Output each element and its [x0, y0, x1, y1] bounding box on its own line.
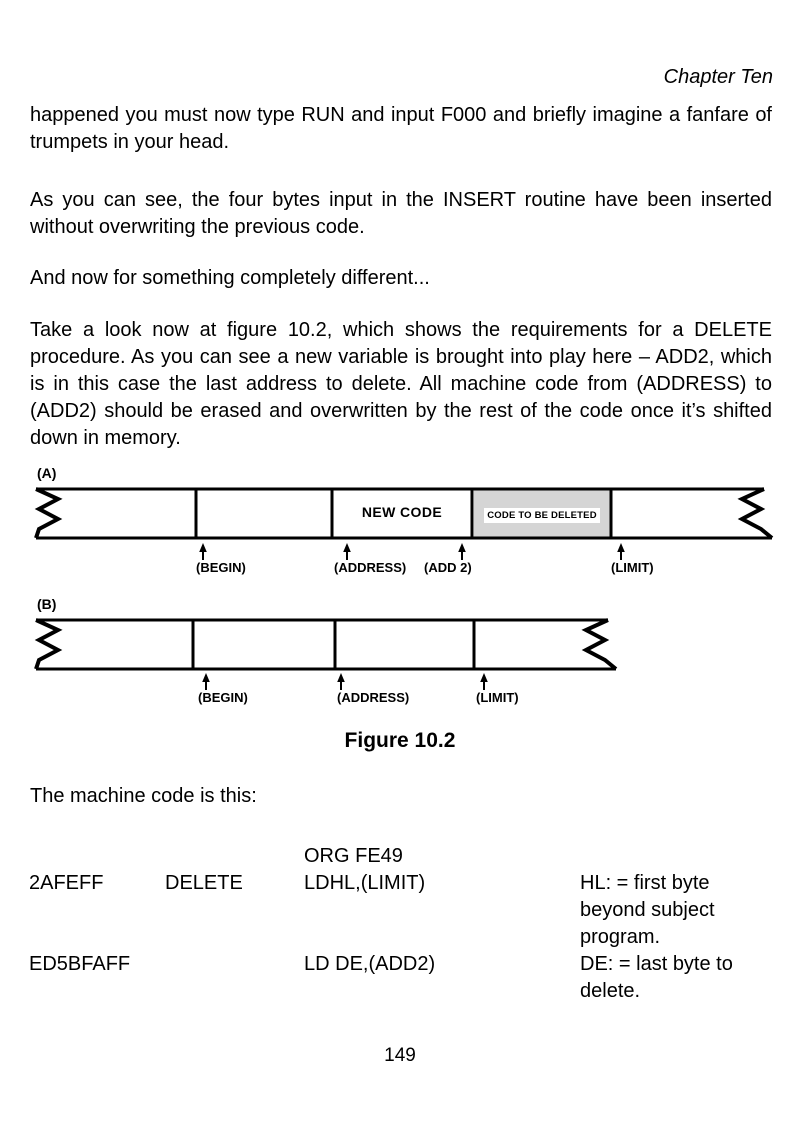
up-arrow-icon [478, 673, 490, 690]
left-zigzag-edge [36, 489, 58, 538]
diagram-b-label: (B) [37, 596, 57, 612]
up-arrow-icon [335, 673, 347, 690]
code-instruction: ORG FE49 [304, 845, 403, 867]
pointer-label-address: (ADDRESS) [337, 690, 410, 705]
machine-code-intro: The machine code is this: [30, 785, 257, 807]
up-arrow-icon [341, 543, 353, 560]
pointer-label-address: (ADDRESS) [334, 560, 407, 575]
up-arrow-icon [615, 543, 627, 560]
code-instruction: LDHL,(LIMIT) [304, 872, 426, 894]
new-code-label: NEW CODE [361, 504, 443, 520]
right-zigzag-edge [586, 620, 616, 669]
right-zigzag-edge [742, 489, 772, 538]
code-bytes: 2AFEFF [29, 872, 104, 894]
up-arrow-icon [456, 543, 468, 560]
left-zigzag-edge [36, 620, 58, 669]
code-bytes: ED5BFAFF [29, 953, 131, 975]
chapter-header: Chapter Ten [663, 66, 773, 88]
page-number: 149 [384, 1045, 416, 1066]
paragraph: Take a look now at figure 10.2, which shows the requirements for a DELETE procedure. As you can see a new variable is brought into play here – ADD2, which is in this case the last address to delete. All machine code from (ADDRESS) to (ADD2) should be erased and overwritten by the rest of the code once it’s shifted down in memory. [30, 319, 772, 449]
code-comment: HL: = first byte beyond subject program. [580, 872, 715, 948]
code-instruction: LD DE,(ADD2) [304, 953, 436, 975]
pointer-label-limit: (LIMIT) [611, 560, 654, 575]
pointer-label-limit: (LIMIT) [476, 690, 519, 705]
pointer-label-begin: (BEGIN) [196, 560, 246, 575]
paragraph: And now for something completely different... [30, 267, 430, 289]
pointer-label-begin: (BEGIN) [198, 690, 248, 705]
figure-caption: Figure 10.2 [344, 729, 456, 752]
up-arrow-icon [197, 543, 209, 560]
diagram-a-label: (A) [37, 465, 57, 481]
code-label: DELETE [165, 872, 243, 894]
pointer-label-add2: (ADD 2) [424, 560, 472, 575]
code-comment: DE: = last byte to delete. [580, 953, 733, 1002]
code-to-be-deleted-label: CODE TO BE DELETED [473, 505, 611, 523]
up-arrow-icon [200, 673, 212, 690]
paragraph: As you can see, the four bytes input in the INSERT routine have been inserted without overwriting the previous code. [30, 189, 772, 238]
paragraph: happened you must now type RUN and input F000 and briefly imagine a fanfare of trumpets in your head. [30, 104, 772, 153]
diagram-b-memory-band [36, 617, 642, 672]
